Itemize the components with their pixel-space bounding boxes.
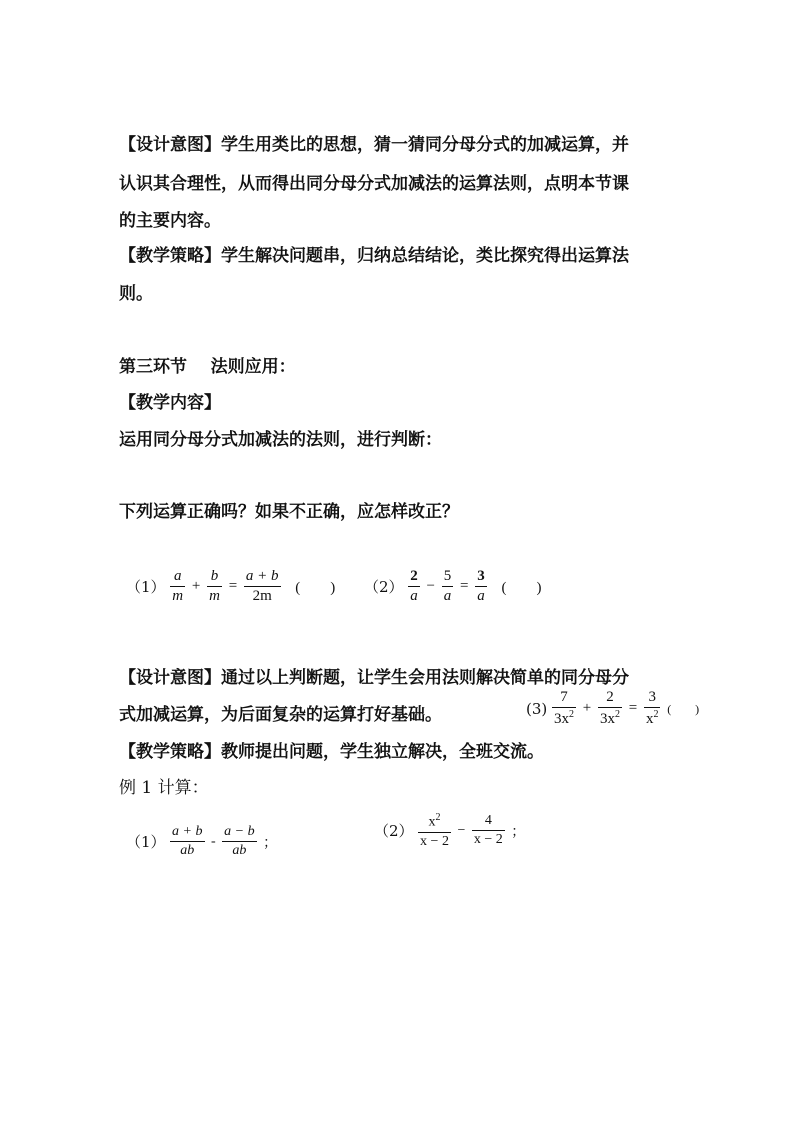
answer-blank[interactable]: ( ) [295,580,336,596]
strategy-2-line: 【教学策略】教师提出问题，学生独立解决，全班交流。 [119,742,544,762]
fraction: $\frac{4}{x - 2}$ [473,813,503,848]
design-intent-1-line-2: 认识其合理性，从而得出同分母分式加减法的运算法则，点明本节课 [119,174,629,194]
design-intent-1-line-1 [119,130,629,155]
example-item-1 [126,824,279,859]
equals-sign: = [628,700,638,716]
fraction: $\frac{a}{m}$ [172,568,184,604]
design-intent-2-line-1: 【设计意图】通过以上判断题，让学生会用法则解决简单的同分母分 [119,668,629,688]
fraction: $\frac{x^2}{x - 2}$ [420,812,449,849]
judge-item-3-label: (3) [526,699,548,718]
example-item-1-label: （1） [126,833,166,851]
fraction: $\frac{b}{m}$ [209,568,220,604]
question-text: 下列运算正确吗？如果不正确，应怎样改正？ [119,502,459,522]
answer-blank[interactable]: ( ) [667,702,700,716]
example-item-2 [374,812,527,850]
fraction: $\frac{a - b}{ab}$ [224,824,255,858]
fraction: $\frac{a + b}{ab}$ [172,824,203,858]
judge-item-1 [126,568,337,605]
semicolon: ； [511,824,526,840]
answer-blank[interactable]: ( ) [501,580,542,596]
design-intent-1-line-3: 的主要内容。 [119,211,221,231]
operator: + [582,700,592,716]
content-text: 运用同分母分式加减法的法则，进行判断： [119,430,442,450]
judge-item-1-label: （1） [126,578,166,596]
operator: - [211,833,216,849]
design-intent-2-line-2: 式加减运算，为后面复杂的运算打好基础。 [119,705,442,725]
strategy-1-line-2: 则。 [119,284,153,304]
operator: + [191,578,201,594]
fraction: $\frac{3}{x^2}$ [645,689,659,727]
judge-item-2 [364,568,543,605]
fraction: $\frac{2}{3x^2}$ [599,689,620,727]
equals-sign: = [460,578,469,594]
operator: − [457,822,466,838]
equals-sign: = [228,578,238,594]
example-item-2-label: （2） [374,822,414,841]
fraction: $\frac{7}{3x^2}$ [554,689,574,727]
example-1-heading: 例 1 计算： [119,778,209,798]
content-heading: 【教学内容】 [119,393,221,413]
semicolon: ； [263,835,278,851]
operator: − [426,578,436,594]
fraction: $\frac{3}{a}$ [477,568,485,604]
judge-item-2-label: （2） [364,578,404,596]
judge-item-3 [526,689,701,728]
fraction: $\frac{5}{a}$ [443,568,452,604]
fraction: $\frac{2}{a}$ [410,568,418,604]
design-intent-1-text: 【设计意图】学生用类比的思想，猜一猜同分母分式的加减运算，并 [119,135,629,155]
section-three-heading: 第三环节 法则应用： [119,357,296,377]
fraction: $\frac{a + b}{2m}$ [245,568,279,604]
strategy-1-line-1: 【教学策略】学生解决问题串，归纳总结结论，类比探究得出运算法 [119,246,629,266]
